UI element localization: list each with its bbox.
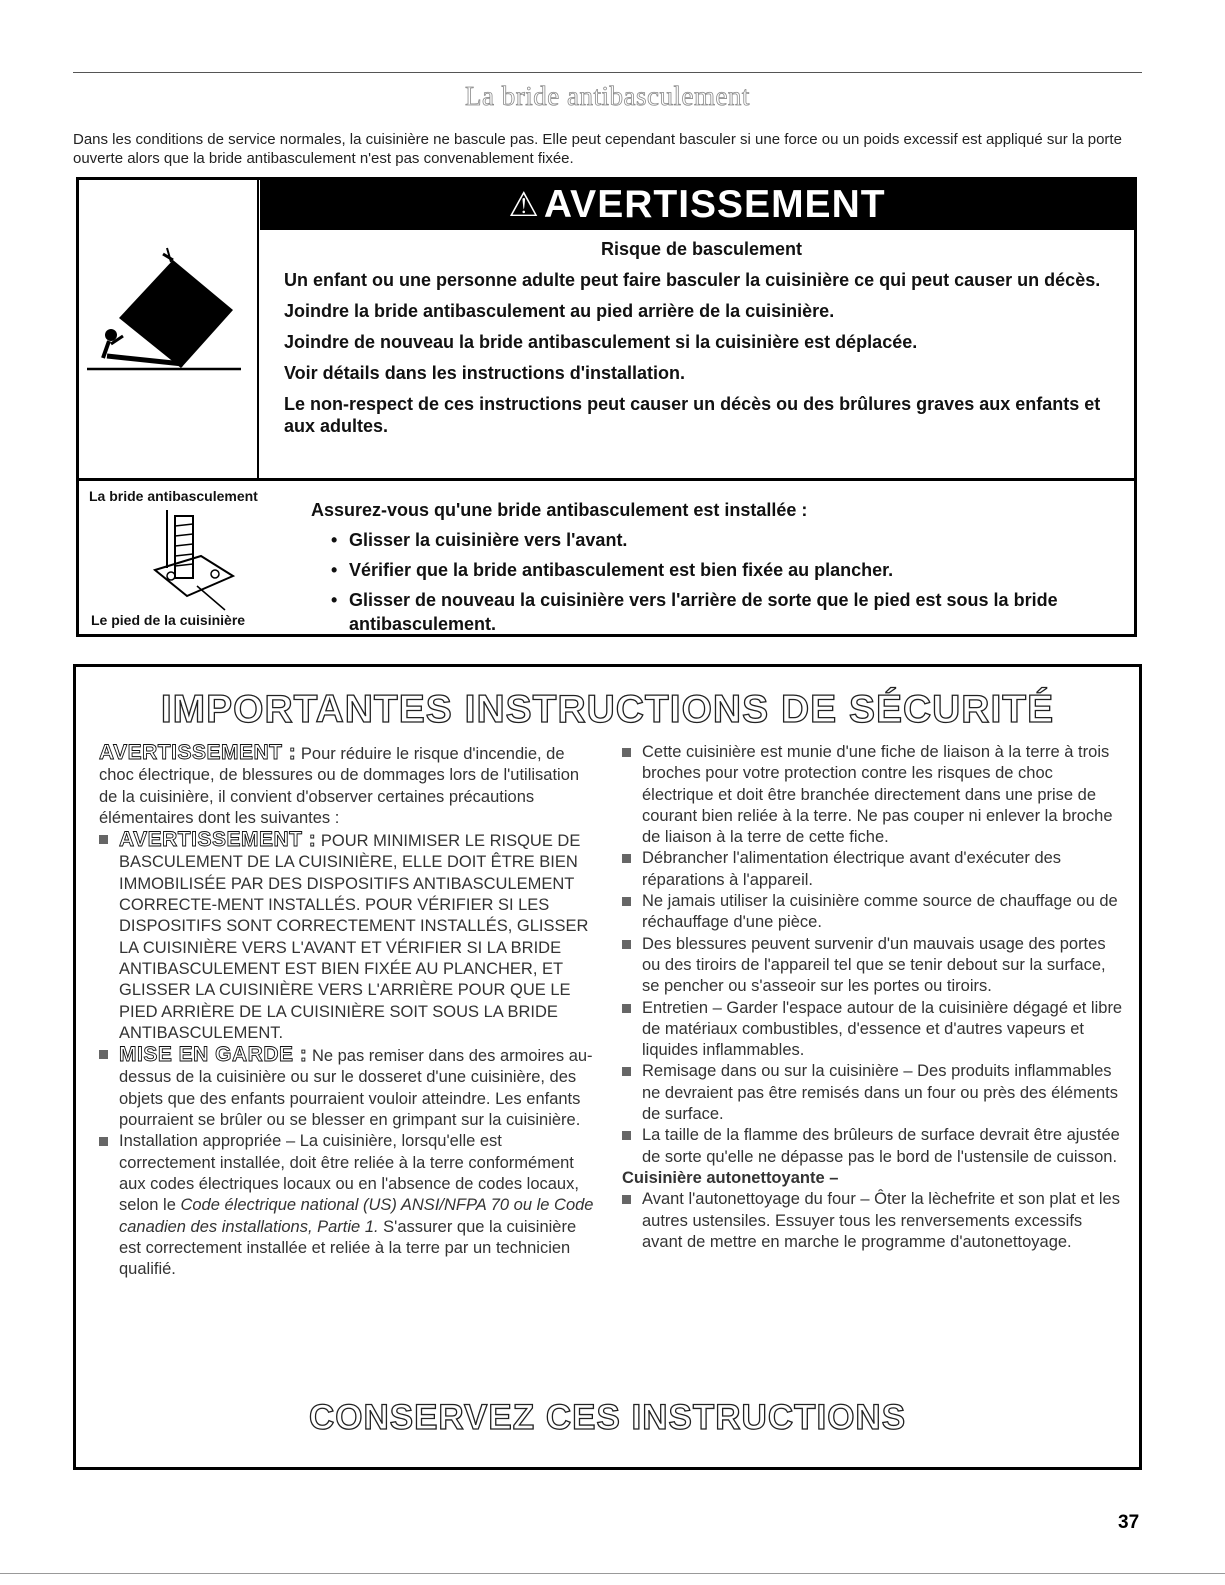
list-item: Cette cuisinière est munie d'une fiche de liaison à la terre à trois broches pour votre protection contre les risques de choc électrique et doit être branchée directement dans une prise de courant bien reliée à la terre. Ne pas couper ni enlever la broche de liaison à la terre de cette fiche. [622, 742, 1127, 848]
safety-right-column [622, 742, 1127, 1253]
intro-paragraph: Dans les conditions de service normales, la cuisinière ne bascule pas. Elle peut cependant basculer si une force ou un poids excessif est appliqué sur la porte ouverte alors que la bride antibasculement n'est pas convenablement fixée. [73, 131, 1122, 167]
bracket-step: • Vérifier que la bride antibasculement est bien fixée au plancher. [331, 558, 1131, 582]
bracket-instructions [311, 498, 1131, 642]
bracket-step: • Glisser de nouveau la cuisinière vers l'arrière de sorte que le pied est sous la bride antibasculement. [331, 588, 1131, 636]
warning-body [284, 238, 1119, 446]
list-item: AVERTISSEMENT : POUR MINIMISER LE RISQUE DE BASCULEMENT DE LA CUISINIÈRE, ELLE DOIT ÊTRE BIEN IMMOBILISÉE PAR DES DISPOSITIFS ANTIBASCULEMENT CORRECTE-MENT INSTALLÉS. POUR VÉRIFIER SI LES DISPOSITIFS SONT CORRECTEMENT INSTALLÉS, GLISSER LA CUISINIÈRE VERS L'AVANT ET VÉRIFIER SI LA BRIDE ANTIBASCULEMENT EST BIEN FIXÉE AU PLANCHER, ET GLISSER LA CUISINIÈRE VERS L'ARRIÈRE POUR QUE LE PIED ARRIÈRE DE LA CUISINIÈRE SOIT SOUS LA BRIDE ANTIBASCULEMENT. [99, 829, 599, 1044]
warning-divider [79, 478, 1134, 481]
intro-lead: AVERTISSEMENT : [99, 741, 297, 764]
warning-illustration-cell [79, 180, 259, 478]
warning-banner-text: AVERTISSEMENT [543, 183, 886, 226]
foot-label: Le pied de la cuisinière [91, 612, 246, 628]
top-rule [73, 72, 1142, 73]
list-item: Des blessures peuvent survenir d'un mauvais usage des portes ou des tiroirs de l'appareil tel que se tenir debout sur la surface, se pencher ou s'asseoir sur les portes ou tiroirs. [622, 934, 1127, 998]
bracket-label: La bride antibasculement [89, 488, 258, 504]
tipping-range-icon [85, 240, 245, 440]
list-item: MISE EN GARDE : Ne pas remiser dans des armoires au-dessus de la cuisinière ou sur le dosseret d'une cuisinière, des objets que des enfants pourraient vouloir atteindre. Les enfants pourraient se brûler ou se blesser en grimpant sur la cuisinière. [99, 1044, 599, 1131]
self-clean-heading: Cuisinière autonettoyante – [622, 1168, 839, 1187]
warning-line: Joindre de nouveau la bride antibasculement si la cuisinière est déplacée. [284, 332, 918, 352]
bracket-step: • Glisser la cuisinière vers l'avant. [331, 528, 1131, 552]
list-item: La taille de la flamme des brûleurs de surface devrait être ajustée de sorte qu'elle ne dépasse pas le bord de l'ustensile de cuisson. [622, 1125, 1127, 1168]
bracket-lead: Assurez-vous qu'une bride antibasculement est installée : [311, 500, 808, 520]
anti-tip-bracket-icon [137, 508, 257, 613]
intro-text: Pour réduire le risque d'incendie, de choc électrique, de blessures ou de dommages lors de l'utilisation de la cuisinière, il convient d'observer certaines précautions élémentaires dont les suivantes : [99, 745, 580, 827]
list-item: Avant l'autonettoyage du four – Ôter la lèchefrite et son plat et les autres ustensiles. Essuyer tous les renversements excessifs avant de mettre en marche le programme d'autonettoyage. [622, 1189, 1127, 1253]
safety-title: IMPORTANTES INSTRUCTIONS DE SÉCURITÉ [160, 688, 1055, 731]
section-title: La bride antibasculement [465, 81, 750, 111]
warning-line: Voir détails dans les instructions d'installation. [284, 363, 686, 383]
warning-triangle-icon: ⚠ [508, 186, 540, 224]
warning-line: Le non-respect de ces instructions peut causer un décès ou des brûlures graves aux enfants et aux adultes. [284, 394, 1101, 436]
safety-left-column [99, 742, 599, 1280]
warning-line: Un enfant ou une personne adulte peut faire basculer la cuisinière ce qui peut causer un décès. [284, 270, 1101, 290]
warning-line: Joindre la bride antibasculement au pied arrière de la cuisinière. [284, 301, 835, 321]
list-item: Installation appropriée – La cuisinière, lorsqu'elle est correctement installée, doit être reliée à la terre conformément aux codes électriques locaux ou en l'absence de codes locaux, selon le Code électrique national (US) ANSI/NFPA 70 ou le Code canadien des installations, Partie 1. S'assurer que la cuisinière est correctement installée et reliée à la terre par un technicien qualifié. [99, 1131, 599, 1280]
save-instructions-footer: CONSERVEZ CES INSTRUCTIONS [308, 1398, 907, 1437]
warning-box [76, 177, 1137, 637]
list-item: Remisage dans ou sur la cuisinière – Des produits inflammables ne devraient pas être remisés dans un four ou près des éléments de surface. [622, 1061, 1127, 1125]
page-number: 37 [1118, 1512, 1140, 1533]
list-item: Débrancher l'alimentation électrique avant d'exécuter des réparations à l'appareil. [622, 848, 1127, 891]
list-item: Entretien – Garder l'espace autour de la cuisinière dégagé et libre de matériaux combustibles, d'essence et d'autres vapeurs et liquides inflammables. [622, 998, 1127, 1062]
list-item: Ne jamais utiliser la cuisinière comme source de chauffage ou de réchauffage d'une pièce. [622, 891, 1127, 934]
warning-banner [260, 180, 1134, 230]
safety-instructions-box [73, 664, 1142, 1470]
bottom-rule [0, 1573, 1225, 1574]
safety-intro [99, 742, 599, 829]
warning-subtitle: Risque de basculement [600, 239, 803, 259]
